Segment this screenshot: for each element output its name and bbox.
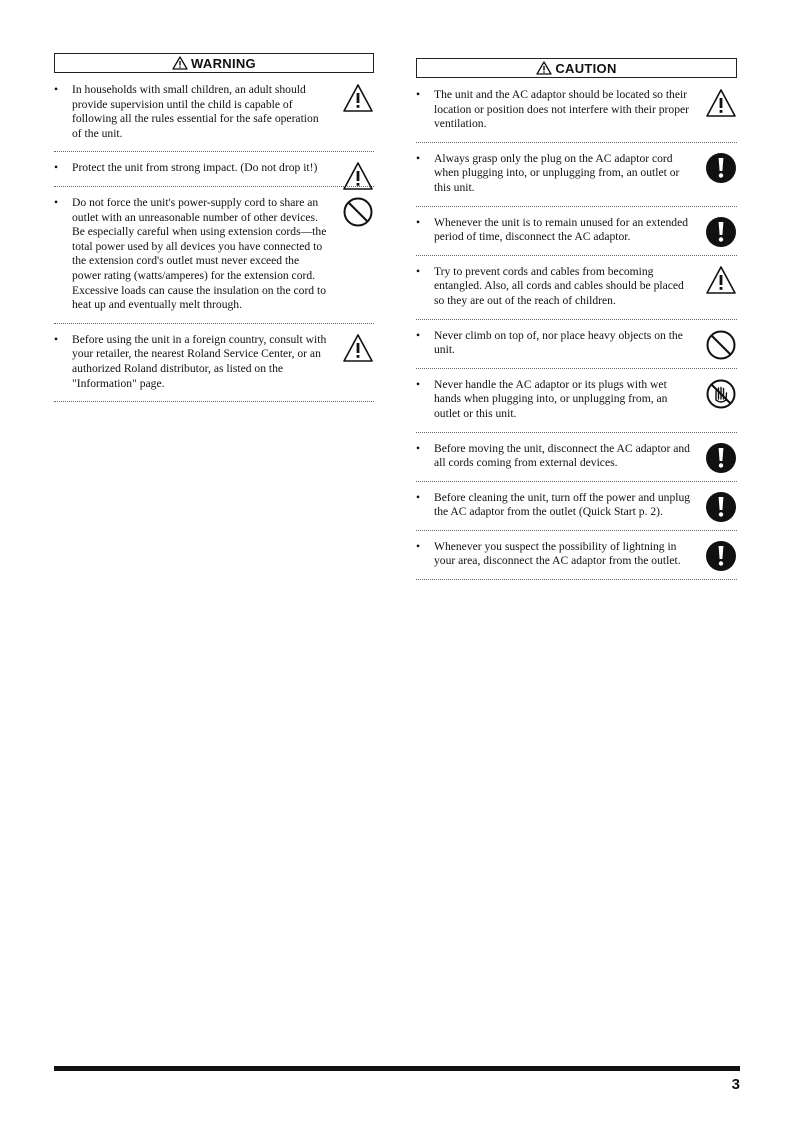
caution-title: CAUTION bbox=[555, 60, 617, 76]
caution-item bbox=[416, 329, 737, 369]
caution-item-text: • Try to prevent cords and cables from becoming entangled. Also, all cords and cables should be placed so they are out of the reach of children. bbox=[416, 265, 737, 309]
caution-triangle-icon bbox=[342, 161, 374, 191]
warning-section bbox=[54, 53, 374, 411]
mandatory-action-icon bbox=[705, 216, 737, 248]
caution-item bbox=[416, 88, 737, 143]
caution-triangle-icon bbox=[342, 333, 374, 363]
caution-item bbox=[416, 442, 737, 482]
prohibition-icon bbox=[342, 196, 374, 228]
caution-item-text: • Before moving the unit, disconnect the AC adaptor and all cords coming from external devices. bbox=[416, 442, 737, 471]
footer-rule bbox=[54, 1066, 740, 1071]
caution-header bbox=[416, 58, 737, 78]
mandatory-action-icon bbox=[705, 540, 737, 572]
mandatory-action-icon bbox=[705, 442, 737, 474]
caution-section bbox=[416, 58, 737, 589]
caution-item-text: • Always grasp only the plug on the AC adaptor cord when plugging into, or unplugging from, an outlet or this unit. bbox=[416, 152, 737, 196]
warning-item bbox=[54, 161, 374, 187]
caution-item-text: • Whenever you suspect the possibility of lightning in your area, disconnect the AC adaptor from the outlet. bbox=[416, 540, 737, 569]
caution-item bbox=[416, 216, 737, 256]
caution-item-text: • The unit and the AC adaptor should be located so their location or position does not interfere with their proper ventilation. bbox=[416, 88, 737, 132]
caution-item bbox=[416, 540, 737, 580]
caution-item-text: • Before cleaning the unit, turn off the power and unplug the AC adaptor from the outlet (Quick Start p. 2). bbox=[416, 491, 737, 520]
warning-triangle-icon bbox=[172, 56, 188, 70]
caution-item bbox=[416, 152, 737, 207]
mandatory-action-icon bbox=[705, 152, 737, 184]
warning-item-text: • Protect the unit from strong impact. (Do not drop it!) bbox=[54, 161, 374, 176]
caution-item bbox=[416, 265, 737, 320]
caution-item-text: • Never climb on top of, nor place heavy objects on the unit. bbox=[416, 329, 737, 358]
warning-title: WARNING bbox=[191, 55, 256, 71]
mandatory-action-icon bbox=[705, 491, 737, 523]
warning-item-text: • Do not force the unit's power-supply cord to share an outlet with an unreasonable number of other devices. Be especially careful when using extension cords—the total power used by all devices you have connected to the extension cord's outlet must never exceed the power rating (watts/amperes) for the extension cord. Excessive loads can cause the insulation on the cord to heat up and eventually melt through. bbox=[54, 196, 374, 313]
warning-header bbox=[54, 53, 374, 73]
prohibition-icon bbox=[705, 329, 737, 361]
page-number: 3 bbox=[731, 1076, 740, 1093]
caution-item-text: • Never handle the AC adaptor or its plugs with wet hands when plugging into, or unplugging from, an outlet or this unit. bbox=[416, 378, 737, 422]
caution-item bbox=[416, 491, 737, 531]
caution-triangle-icon bbox=[705, 265, 737, 295]
warning-item bbox=[54, 196, 374, 324]
warning-item-text: • In households with small children, an adult should provide supervision until the child is capable of following all the rules essential for the safe operation of the unit. bbox=[54, 83, 374, 141]
caution-item-text: • Whenever the unit is to remain unused for an extended period of time, disconnect the AC adaptor. bbox=[416, 216, 737, 245]
warning-item bbox=[54, 333, 374, 402]
warning-item-text: • Before using the unit in a foreign country, consult with your retailer, the nearest Roland Service Center, or an authorized Roland distributor, as listed on the "Information" page. bbox=[54, 333, 374, 391]
no-wet-hands-icon bbox=[705, 378, 737, 410]
caution-item bbox=[416, 378, 737, 433]
caution-triangle-icon bbox=[705, 88, 737, 118]
caution-triangle-icon bbox=[342, 83, 374, 113]
warning-item bbox=[54, 83, 374, 152]
caution-title-triangle-icon bbox=[536, 61, 552, 75]
